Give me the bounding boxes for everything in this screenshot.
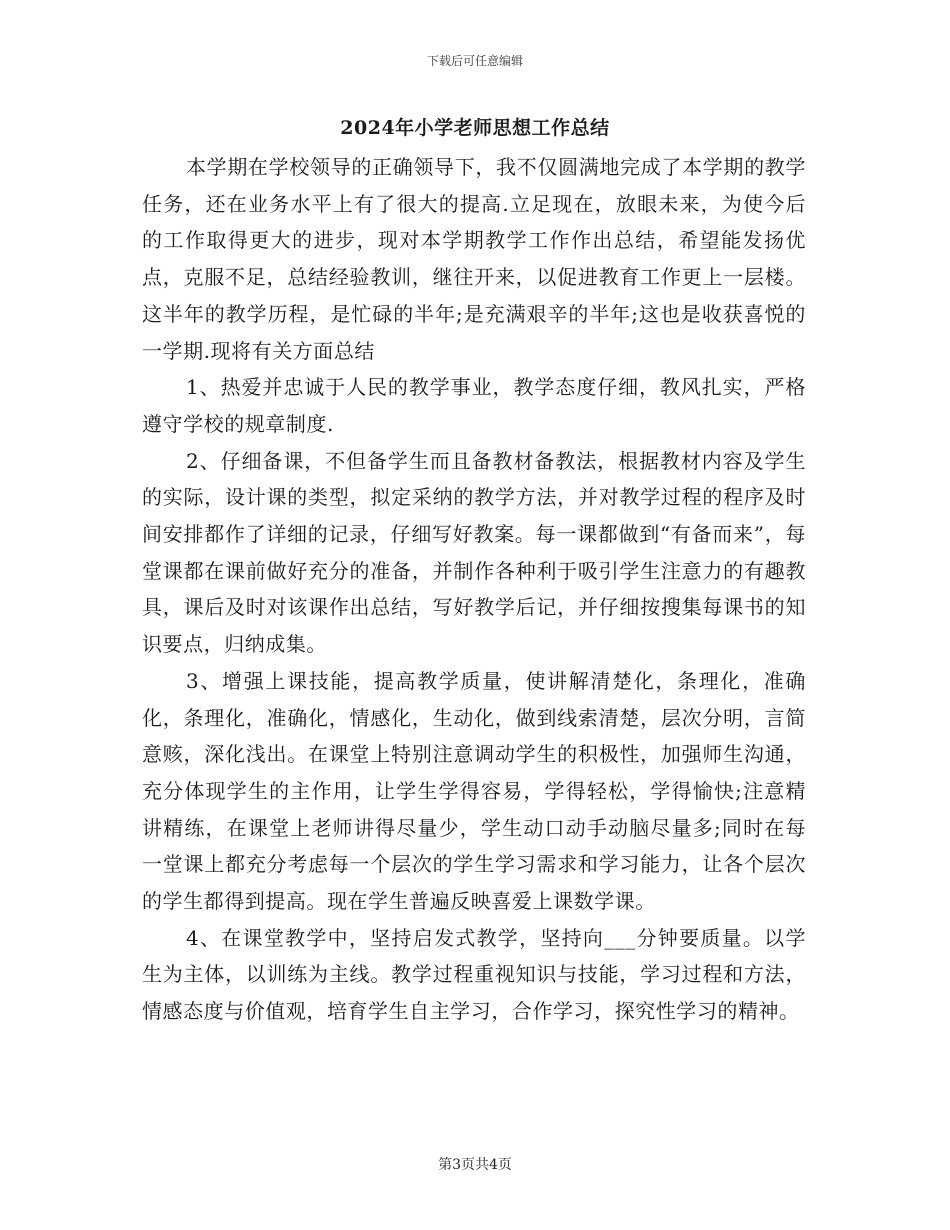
paragraph-item-3: 3、增强上课技能，提高教学质量，使讲解清楚化，条理化，准确化，条理化，准确化，情感化，生动化，做到线索清楚，层次分明，言简意赅，深化浅出。在课堂上特别注意调动学生的积极性，加强师生沟通，充分体现学生的主作用，让学生学得容易，学得轻松，学得愉快;注意精讲精练，在课堂上老师讲得尽量少，学生动口动手动脑尽量多;同时在每一堂课上都充分考虑每一个层次的学生学习需求和学习能力，让各个层次的学生都得到提高。现在学生普遍反映喜爱上课数学课。 — [142, 668, 806, 914]
page-header-note: 下载后可任意编辑 — [426, 54, 523, 68]
paragraph-item-1: 1、热爱并忠诚于人民的教学事业，教学态度仔细，教风扎实，严格遵守学校的规章制度. — [142, 375, 806, 436]
document-title: 2024年小学老师思想工作总结 — [340, 117, 610, 139]
paragraph-item-4: 4、在课堂教学中，坚持启发式教学，坚持向___分钟要质量。以学生为主体，以训练为主线。教学过程重视知识与技能，学习过程和方法，情感态度与价值观，培育学生自主学习，合作学习，探究性学习的精神。 — [142, 925, 806, 1024]
page-number: 第3页共4页 — [438, 1157, 512, 1173]
intro-paragraph: 本学期在学校领导的正确领导下，我不仅圆满地完成了本学期的教学任务，还在业务水平上有了很大的提高.立足现在，放眼未来，为使今后的工作取得更大的进步，现对本学期教学工作作出总结，希望能发扬优点，克服不足，总结经验教训，继往开来，以促进教育工作更上一层楼。这半年的教学历程，是忙碌的半年;是充满艰辛的半年;这也是收获喜悦的一学期.现将有关方面总结 — [142, 155, 806, 363]
document-body — [142, 149, 806, 1030]
paragraph-item-2: 2、仔细备课，不但备学生而且备教材备教法，根据教材内容及学生的实际，设计课的类型，拟定采纳的教学方法，并对教学过程的程序及时间安排都作了详细的记录，仔细写好教案。每一课都做到“有备而来”，每堂课都在课前做好充分的准备，并制作各种利于吸引学生注意力的有趣教具，课后及时对该课作出总结，写好教学后记，并仔细按搜集每课书的知识要点，归纳成集。 — [142, 448, 806, 657]
